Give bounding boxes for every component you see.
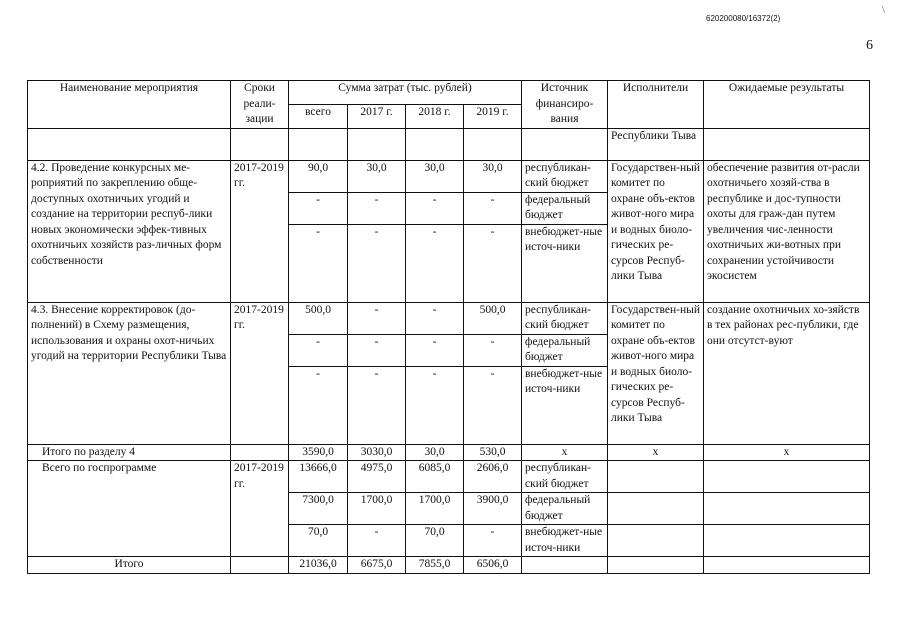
carryover-row — [28, 128, 870, 160]
cell-source: внебюджет-ные источ-ники — [522, 366, 608, 444]
cell-total: 13666,0 — [289, 461, 348, 493]
cell-source: республикан-ский бюджет — [522, 461, 608, 493]
document-id: 620200080/16372(2) — [706, 14, 781, 23]
cell-total: - — [289, 192, 348, 224]
cell-2017: - — [348, 192, 406, 224]
cell-2019: - — [464, 334, 522, 366]
col-source-header: Источник финансиро-вания — [522, 81, 608, 129]
cell-source: внебюджет-ные источ-ники — [522, 525, 608, 557]
cell-2019: 30,0 — [464, 160, 522, 192]
cell-total: - — [289, 334, 348, 366]
table-row — [28, 160, 870, 192]
item-4-3-name: 4.3. Внесение корректировок (до-полнений) в Схему размещения, использования и охраны охот-ничьих угодий на территории Республики Тыва — [28, 302, 231, 444]
cell-source: федеральный бюджет — [522, 493, 608, 525]
program-table — [27, 80, 870, 574]
cell-total: - — [289, 366, 348, 444]
item-4-2-executor: Государствен-ный комитет по охране объ-ектов живот-ного мира и водных биоло-гических ре-сурсов Респуб-лики Тыва — [608, 160, 704, 302]
cell-source: x — [522, 444, 608, 461]
cell-total: 7300,0 — [289, 493, 348, 525]
cell-2019: 2606,0 — [464, 461, 522, 493]
item-4-2-result: обеспечение развития от-расли охотничьего хозяй-ства в республике и дос-тупности охоты для граж-дан путем увеличения чис-ленности охотничьих жи-вотных при сохранении устойчивости экосистем — [704, 160, 870, 302]
cell-2019: 500,0 — [464, 302, 522, 334]
cell-2019: - — [464, 192, 522, 224]
cell-2018: - — [406, 302, 464, 334]
cell-2017: 3030,0 — [348, 444, 406, 461]
grand-total-row — [28, 557, 870, 574]
cell-2018: 1700,0 — [406, 493, 464, 525]
cell-2018: 7855,0 — [406, 557, 464, 574]
cell-source: республикан-ский бюджет — [522, 160, 608, 192]
cell-2017: 6675,0 — [348, 557, 406, 574]
cell-2019: 530,0 — [464, 444, 522, 461]
cell-2018: 30,0 — [406, 160, 464, 192]
cell-total: 3590,0 — [289, 444, 348, 461]
col-costs-header: Сумма затрат (тыс. рублей) — [289, 81, 522, 105]
cell-2017: - — [348, 224, 406, 302]
col-2017-header: 2017 г. — [348, 104, 406, 128]
program-total-term: 2017-2019 гг. — [231, 461, 289, 557]
cell-executor: x — [608, 444, 704, 461]
cell-total: - — [289, 224, 348, 302]
col-executors-header: Исполнители — [608, 81, 704, 129]
cell-2017: - — [348, 366, 406, 444]
col-2018-header: 2018 г. — [406, 104, 464, 128]
item-4-3-result: создание охотничьих хо-зяйств в тех районах рес-публики, где они отсутст-вуют — [704, 302, 870, 444]
col-total-header: всего — [289, 104, 348, 128]
item-4-3-executor: Государствен-ный комитет по охране объ-ектов живот-ного мира и водных биоло-гических ре-сурсов Респуб-лики Тыва — [608, 302, 704, 444]
cell-2019: - — [464, 224, 522, 302]
cell-source: внебюджет-ные источ-ники — [522, 224, 608, 302]
cell-2018: 70,0 — [406, 525, 464, 557]
cell-2017: - — [348, 302, 406, 334]
item-4-3-term: 2017-2019 гг. — [231, 302, 289, 444]
carryover-executor: Республики Тыва — [608, 128, 704, 160]
item-4-2-term: 2017-2019 гг. — [231, 160, 289, 302]
cell-2019: 3900,0 — [464, 493, 522, 525]
table-row — [28, 302, 870, 334]
col-2019-header: 2019 г. — [464, 104, 522, 128]
cell-2017: 30,0 — [348, 160, 406, 192]
cell-result: x — [704, 444, 870, 461]
cell-total: 21036,0 — [289, 557, 348, 574]
cell-source: федеральный бюджет — [522, 334, 608, 366]
cell-2017: - — [348, 525, 406, 557]
cell-source: федеральный бюджет — [522, 192, 608, 224]
cell-total: 500,0 — [289, 302, 348, 334]
cell-2019: 6506,0 — [464, 557, 522, 574]
subtotal-label: Итого по разделу 4 — [28, 444, 231, 461]
cell-2018: 30,0 — [406, 444, 464, 461]
cell-2018: - — [406, 224, 464, 302]
cell-total: 70,0 — [289, 525, 348, 557]
col-results-header: Ожидаемые результаты — [704, 81, 870, 129]
col-term-header: Сроки реали-зации — [231, 81, 289, 129]
cell-source: республикан-ский бюджет — [522, 302, 608, 334]
table-row — [28, 461, 870, 493]
cell-2018: - — [406, 334, 464, 366]
subtotal-row — [28, 444, 870, 461]
cell-2018: - — [406, 192, 464, 224]
page-number: 6 — [866, 38, 873, 53]
cell-2019: - — [464, 366, 522, 444]
cell-2017: - — [348, 334, 406, 366]
cell-2017: 1700,0 — [348, 493, 406, 525]
corner-mark: \ — [882, 5, 885, 16]
cell-2017: 4975,0 — [348, 461, 406, 493]
grand-total-label: Итого — [28, 557, 231, 574]
item-4-2-name: 4.2. Проведение конкурсных ме-роприятий по закреплению обще-доступных охотничьих угодий и создание на территории респуб-лики новых экономически эффек-тивных охотничьих хозяйств раз-личных форм собственности — [28, 160, 231, 302]
cell-2019: - — [464, 525, 522, 557]
cell-2018: 6085,0 — [406, 461, 464, 493]
cell-2018: - — [406, 366, 464, 444]
col-name-header: Наименование мероприятия — [28, 81, 231, 129]
cell-total: 90,0 — [289, 160, 348, 192]
program-total-label: Всего по госпрограмме — [28, 461, 231, 557]
header-row-1 — [28, 81, 870, 105]
